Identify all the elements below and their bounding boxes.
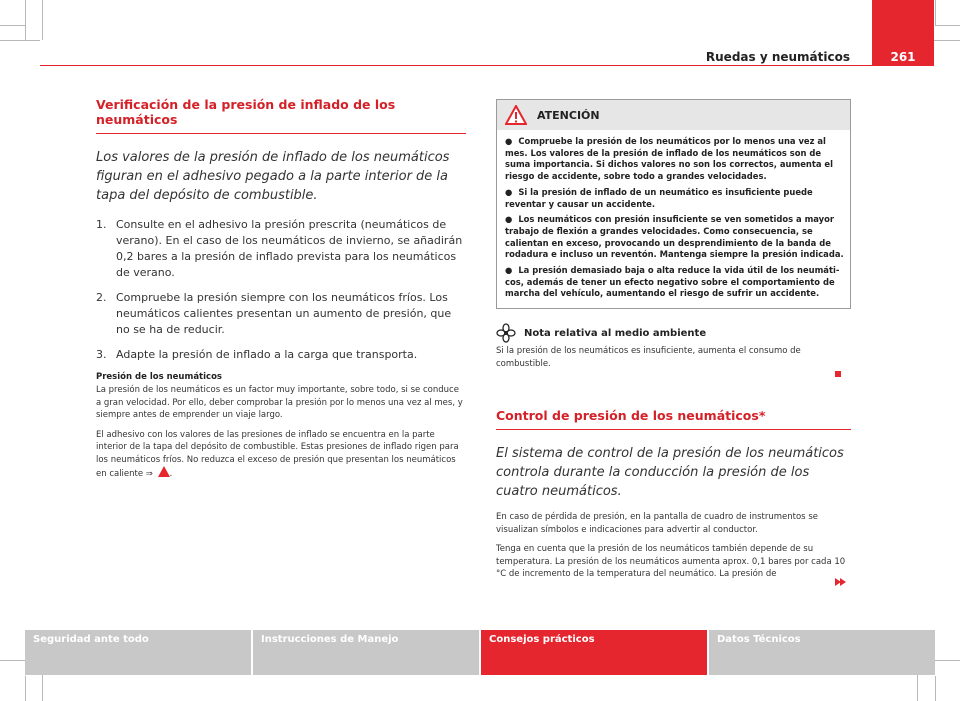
right-column <box>496 99 851 588</box>
tab-seguridad[interactable]: Seguridad ante todo <box>25 630 251 675</box>
paragraph: En caso de pérdida de presión, en la pantalla de cuadro de instrumentos se visualizan símbolos e indicaciones para advertir al conductor. <box>496 512 818 535</box>
paragraph: El adhesivo con los valores de las presiones de inflado se encuentra en la parte interior de la tapa del depósito de combustible. Estas presiones de inflado rigen para los neumáticos fríos. No reduzca el exceso de presión que presentan los neumáticos en caliente ⇒ . <box>96 429 459 479</box>
steps-list <box>96 217 466 363</box>
crop-mark <box>935 0 936 25</box>
crop-mark <box>42 0 43 40</box>
warning-icon <box>505 105 527 125</box>
flower-icon <box>496 323 516 343</box>
continue-arrow-icon <box>840 578 846 586</box>
tab-datos[interactable]: Datos Técnicos <box>709 630 935 675</box>
attention-box <box>496 99 851 309</box>
bullet-icon: ● <box>505 214 513 225</box>
running-header: Ruedas y neumáticos <box>705 50 850 64</box>
paragraph: Si la presión de los neumáticos es insuficiente, aumenta el consumo de combustible. <box>496 346 801 369</box>
bullet-icon: ● <box>505 136 513 146</box>
crop-mark <box>0 40 40 41</box>
page-number: 261 <box>872 0 934 66</box>
section-lead: Los valores de la presión de inflado de los neumáticos figuran en el adhesivo pegado a la parte interior de la tapa del depósito de combustible. <box>96 150 450 203</box>
list-item: 2. Compruebe la presión siempre con los neumáticos fríos. Los neumáticos calientes presentan un aumento de presión, que no se ha de reducir. <box>96 291 452 336</box>
crop-mark <box>0 25 25 26</box>
attention-header <box>497 100 850 130</box>
section-lead: El sistema de control de la presión de los neumáticos controla durante la conducción la presión de los cuatro neumáticos. <box>496 446 844 500</box>
section-title: Control de presión de los neumáticos* <box>496 408 851 430</box>
bullet-icon: ● <box>505 186 513 197</box>
list-item: 1. Consulte en el adhesivo la presión prescrita (neumáticos de verano). En el caso de los neumáticos de invierno, se añadirán 0,2 bares a la presión de inflado prevista para los neumáticos de verano. <box>96 218 463 279</box>
paragraph: La presión de los neumáticos es un factor muy importante, sobre todo, si se conduce a gran velocidad. Por ello, deber comprobar la presión por lo menos una vez al mes, y siempre antes de emprender un viaje largo. <box>96 385 463 420</box>
list-item: ● Los neumáticos con presión insuficiente se ven sometidos a mayor trabajo de flexión a grandes velocidades. Como consecuencia, se calientan en exceso, provocando un desprendimiento de la banda de rodadura e incluso un reventón. Mantenga siempre la presión indicada. <box>505 214 844 260</box>
crop-mark <box>935 676 936 701</box>
crop-mark <box>935 25 960 26</box>
crop-mark <box>25 0 26 40</box>
list-item: 3. Adapte la presión de inflado a la carga que transporta. <box>96 348 418 361</box>
attention-body <box>497 130 850 308</box>
footer-nav <box>25 630 935 675</box>
attention-title: ATENCIÓN <box>537 108 600 122</box>
left-column <box>96 97 466 488</box>
crop-mark <box>25 676 26 701</box>
paragraph: Tenga en cuenta que la presión de los neumáticos también depende de su temperatura. La presión de los neumáticos aumenta aprox. 0,1 bares por cada 10 °C de incremento de la temperatura del neumático. La presión de <box>496 544 846 580</box>
tab-consejos[interactable]: Consejos prácticos <box>481 630 707 675</box>
header-rule <box>40 65 920 66</box>
bullet-icon: ● <box>505 265 513 276</box>
list-item: ● Compruebe la presión de los neumáticos por lo menos una vez al mes. Los valores de la presión de inflado de los neumáticos son de suma importancia. Si dichos valores no son los correctos, aumenta el riesgo de accidente, sobre todo a grandes velocidades. <box>505 136 833 182</box>
environment-title: Nota relativa al medio ambiente <box>524 327 707 339</box>
section-title: Verificación de la presión de inflado de los neumáticos <box>96 97 466 134</box>
tab-instrucciones[interactable]: Instrucciones de Manejo <box>253 630 479 675</box>
sub-heading: Presión de los neumáticos <box>96 372 222 382</box>
list-item: ● Si la presión de inflado de un neumático es insuficiente puede reventar y causar un accidente. <box>505 186 813 209</box>
list-item: ● La presión demasiado baja o alta reduce la vida útil de los neumáticos, además de tener un efecto negativo sobre el comportamiento de marcha del vehículo, aumentando el riesgo de sufrir un accidente. <box>505 265 840 299</box>
end-of-section-marker <box>835 371 841 377</box>
warning-icon[interactable] <box>158 466 170 477</box>
tpms-section <box>496 408 851 581</box>
environment-note-header <box>496 323 851 343</box>
